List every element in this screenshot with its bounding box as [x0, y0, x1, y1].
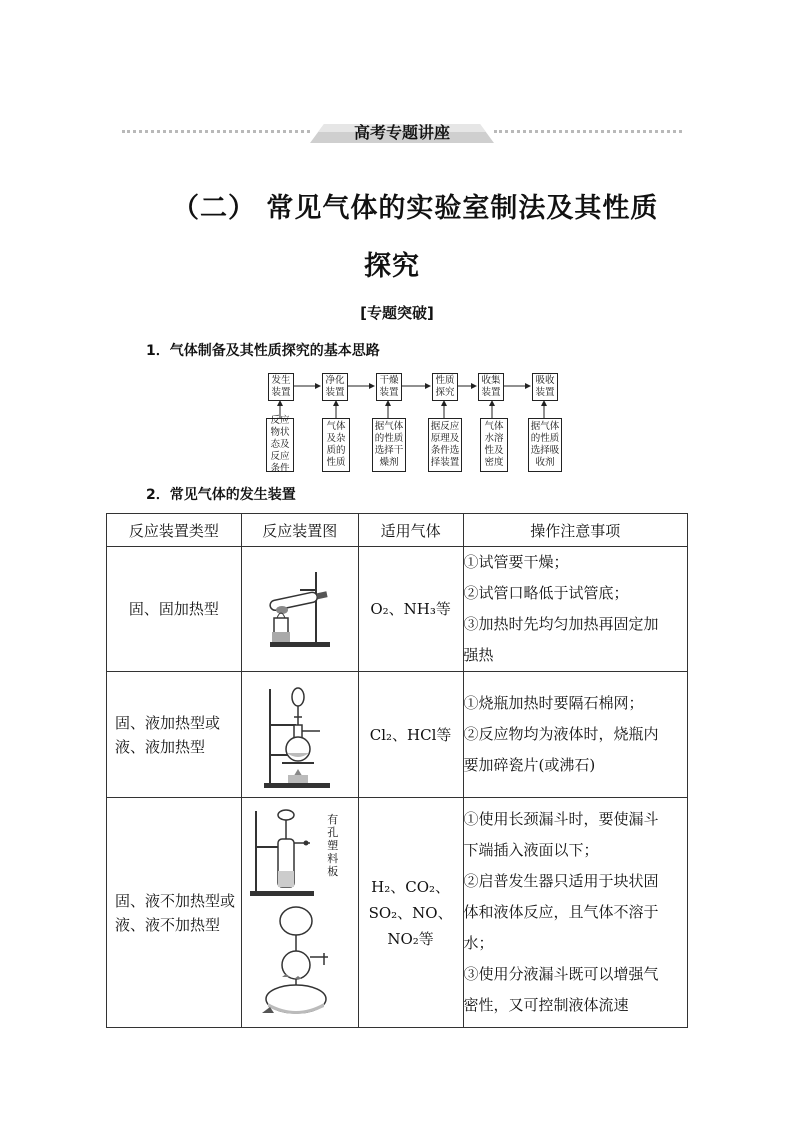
- flask-heating-apparatus-icon: [260, 675, 340, 791]
- row1-diagram: [241, 547, 358, 672]
- note-line: ②试管口略低于试管底；: [463, 584, 629, 602]
- flow-basis-collection: 气体水溶性及密度: [480, 418, 508, 472]
- note-line: ③使用分液漏斗既可以增强气: [463, 965, 659, 983]
- row3-gas: H₂、CO₂、SO₂、NO、NO₂等: [358, 798, 463, 1028]
- row2-notes: [463, 672, 688, 798]
- flow-basis-drying: 据气体的性质选择干燥剂: [372, 418, 406, 472]
- section-banner: [122, 116, 682, 144]
- kipp-generator-icon: [252, 903, 344, 1021]
- solid-heating-apparatus-icon: [260, 562, 340, 652]
- row3-diagram-wrap: [248, 803, 352, 1023]
- note-line: 要加碎瓷片(或沸石): [463, 756, 596, 774]
- row1-type: 固、固加热型: [107, 547, 242, 672]
- section-tag: [专题突破]: [360, 304, 434, 322]
- row2-diagram: [241, 672, 358, 798]
- banner-label: 高考专题讲座: [353, 123, 450, 142]
- note-line: 强热: [463, 646, 494, 664]
- row3-diagram: [241, 798, 358, 1028]
- note-line: ②启普发生器只适用于块状固: [463, 872, 659, 890]
- row3-type: 固、液不加热型或液、液不加热型: [107, 798, 242, 1028]
- row3-notes: [463, 798, 688, 1028]
- header-notes: 操作注意事项: [463, 514, 688, 547]
- note-line: ①烧瓶加热时要隔石棉网；: [463, 694, 644, 712]
- perforated-plate-label: 有孔塑料板: [327, 812, 339, 878]
- flow-step-drying: 干燥装置: [376, 373, 402, 401]
- banner-dots-right: [494, 130, 682, 133]
- flow-basis-generation: 反应物状态及反应条件: [266, 418, 294, 472]
- banner-dots-left: [122, 130, 310, 133]
- table-row: [107, 672, 688, 798]
- flow-step-absorption: 吸收装置: [532, 373, 558, 401]
- flow-diagram: [258, 370, 588, 474]
- header-gas: 适用气体: [358, 514, 463, 547]
- flow-basis-purification: 气体及杂质的性质: [322, 418, 350, 472]
- row2-type: 固、液加热型或液、液加热型: [107, 672, 242, 798]
- flow-basis-absorption: 据气体的性质选择吸收剂: [528, 418, 562, 472]
- device-table: [106, 513, 688, 1028]
- note-line: ①试管要干燥；: [463, 553, 569, 571]
- page-title-line2: 探究: [364, 251, 420, 282]
- note-line: 体和液体反应，且气体不溶于: [463, 903, 659, 921]
- row1-notes: [463, 547, 688, 672]
- section1-heading: 1．气体制备及其性质探究的基本思路: [146, 343, 380, 359]
- flow-step-generation: 发生装置: [268, 373, 294, 401]
- row2-gas: Cl₂、HCl等: [358, 672, 463, 798]
- flow-step-purification: 净化装置: [322, 373, 348, 401]
- flow-basis-property: 据反应原理及条件选择装置: [428, 418, 462, 472]
- note-line: 水；: [463, 934, 494, 952]
- table-header-row: [107, 514, 688, 547]
- note-line: ②反应物均为液体时，烧瓶内: [463, 725, 659, 743]
- note-line: ①使用长颈漏斗时，要使漏斗: [463, 810, 659, 828]
- table-row: [107, 798, 688, 1028]
- page-title-line1: （二） 常见气体的实验室制法及其性质: [172, 193, 659, 224]
- row1-gas: O₂、NH₃等: [358, 547, 463, 672]
- header-type: 反应装置类型: [107, 514, 242, 547]
- flow-step-collection: 收集装置: [478, 373, 504, 401]
- long-neck-funnel-apparatus-icon: [248, 807, 324, 899]
- flow-step-property: 性质探究: [432, 373, 458, 401]
- note-line: ③加热时先均匀加热再固定加: [463, 615, 659, 633]
- header-diagram: 反应装置图: [241, 514, 358, 547]
- section2-heading: 2．常见气体的发生装置: [146, 487, 296, 503]
- banner-plate: [310, 116, 494, 144]
- note-line: 下端插入液面以下；: [463, 841, 599, 859]
- table-row: [107, 547, 688, 672]
- note-line: 密性，又可控制液体流速: [463, 996, 629, 1014]
